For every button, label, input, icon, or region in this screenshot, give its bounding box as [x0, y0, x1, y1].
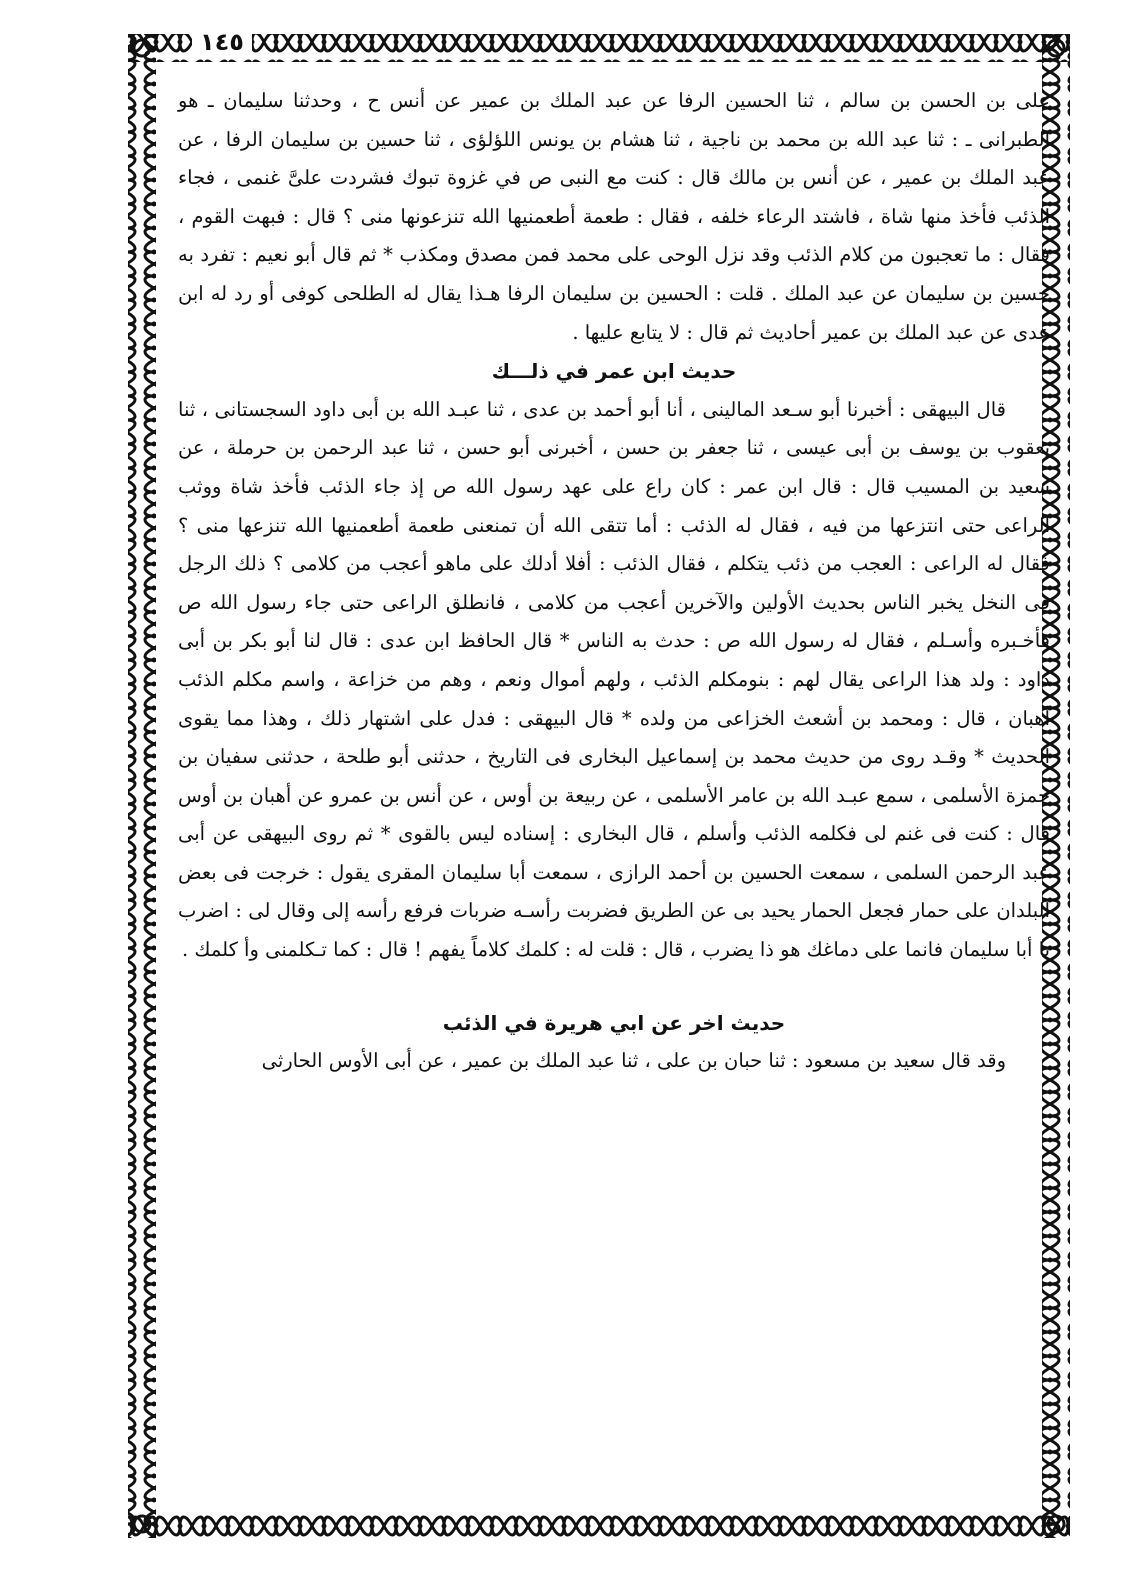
paragraph: على بن الحسن بن سالم ، ثنا الحسين الرفا عن عبد الملك بن عمير عن أنس ح ، وحدثنا سليمان ـ هو الطبرانى ـ : ثنا عبد الله بن محمد بن ناجية ، ثنا هشام بن يونس اللؤلؤى ، ثنا حسين بن سليمان الرفا ، عن عبد الملك بن عمير ، عن أنس بن مالك قال : كنت مع النبى ص في غزوة تبوك فشردت علىَّ غنمى ، فجاء الذئب فأخذ منها شاة ، فاشتد الرعاء خلفه ، فقال : طعمة أطعمنيها الله تنزعونها منى ؟ قال : فبهت القوم ، فقال : ما تعجبون من كلام الذئب وقد نزل الوحى على محمد فمن مصدق ومكذب * ثم قال أبو نعيم : تفرد به حسين بن سليمان عن عبد الملك . قلت : الحسين بن سليمان الرفا هـذا يقال له الطلحى كوفى أو رد له ابن عدى عن عبد الملك بن عمير أحاديث ثم قال : لا يتابع عليها . [178, 89, 1051, 344]
paragraph: قال البيهقى : أخبرنا أبو سـعد المالينى ، أنا أبو أحمد بن عدى ، ثنا عبـد الله بن أبى داود السجستانى ، ثنا يعقوب بن يوسف بن أبى عيسى ، ثنا جعفر بن حسن ، أخبرنى أبو حسن ، ثنا عبد الرحمن بن حرملة ، عن سعيد بن المسيب قال : قال ابن عمر : كان راع على عهد رسول الله ص إذ جاء الذئب فأخذ شاة ووثب الراعى حتى انتزعها من فيه ، فقال له الذئب : أما تتقى الله أن تمنعنى طعمة أطعمنيها الله تنزعها منى ؟ فقال له الراعى : العجب من ذئب يتكلم ، فقال الذئب : أفلا أدلك على ماهو أعجب من كلامى ؟ ذلك الرجل فى النخل يخبر الناس بحديث الأولين والآخرين أعجب من كلامى ، فانطلق الراعى حتى جاء رسول الله ص فأخـبره وأسـلم ، فقال له رسول الله ص : حدث به الناس * قال الحافظ ابن عدى : قال لنا أبو بكر بن أبى داود : ولد هذا الراعى يقال لهم : بنومكلم الذئب ، ولهم أموال ونعم ، وهم من خزاعة ، واسم مكلم الذئب أهبان ، قال : ومحمد بن أشعث الخزاعى من ولده * قال البيهقى : فدل على اشتهار ذلك ، وهذا مما يقوى الحديث * وقـد روى من حديث محمد بن إسماعيل البخارى فى التاريخ ، حدثنى أبو طلحة ، حدثنى سفيان بن حمزة الأسلمى ، سمع عبـد الله بن عامر الأسلمى ، عن ربيعة بن أوس ، عن أنس بن عمرو عن أهبان بن أوس قال : كنت فى غنم لى فكلمه الذئب وأسلم ، قال البخارى : إسناده ليس بالقوى * ثم روى البيهقى عن أبى عبد الرحمن السلمى ، سمعت الحسين بن أحمد الرازى ، سمعت أبا سليمان المقرى يقول : خرجت فى بعض البلدان على حمار فجعل الحمار يحيد بى عن الطريق فضربت رأسـه ضربات فرفع رأسه إلى وقال لى : اضرب يا أبا سليمان فانما على دماغك هو ذا يضرب ، قال : قلت له : كلمك كلاماً يفهم ! قال : كما تـكلمنى وأ كلمك . [178, 397, 1050, 962]
paragraph: وقد قال سعيد بن مسعود : ثنا حبان بن على ، ثنا عبد الملك بن عمير ، عن أبى الأوس الحارثى [261, 1049, 1006, 1073]
page-number: ١٤٥ [192, 28, 252, 56]
spacer [178, 970, 1050, 1004]
section-heading: حديث اخر عن ابي هريرة في الذئب [442, 1010, 786, 1035]
page-content [178, 82, 1050, 1081]
section-heading: حديث ابن عمر في ذلـــك [491, 359, 737, 384]
